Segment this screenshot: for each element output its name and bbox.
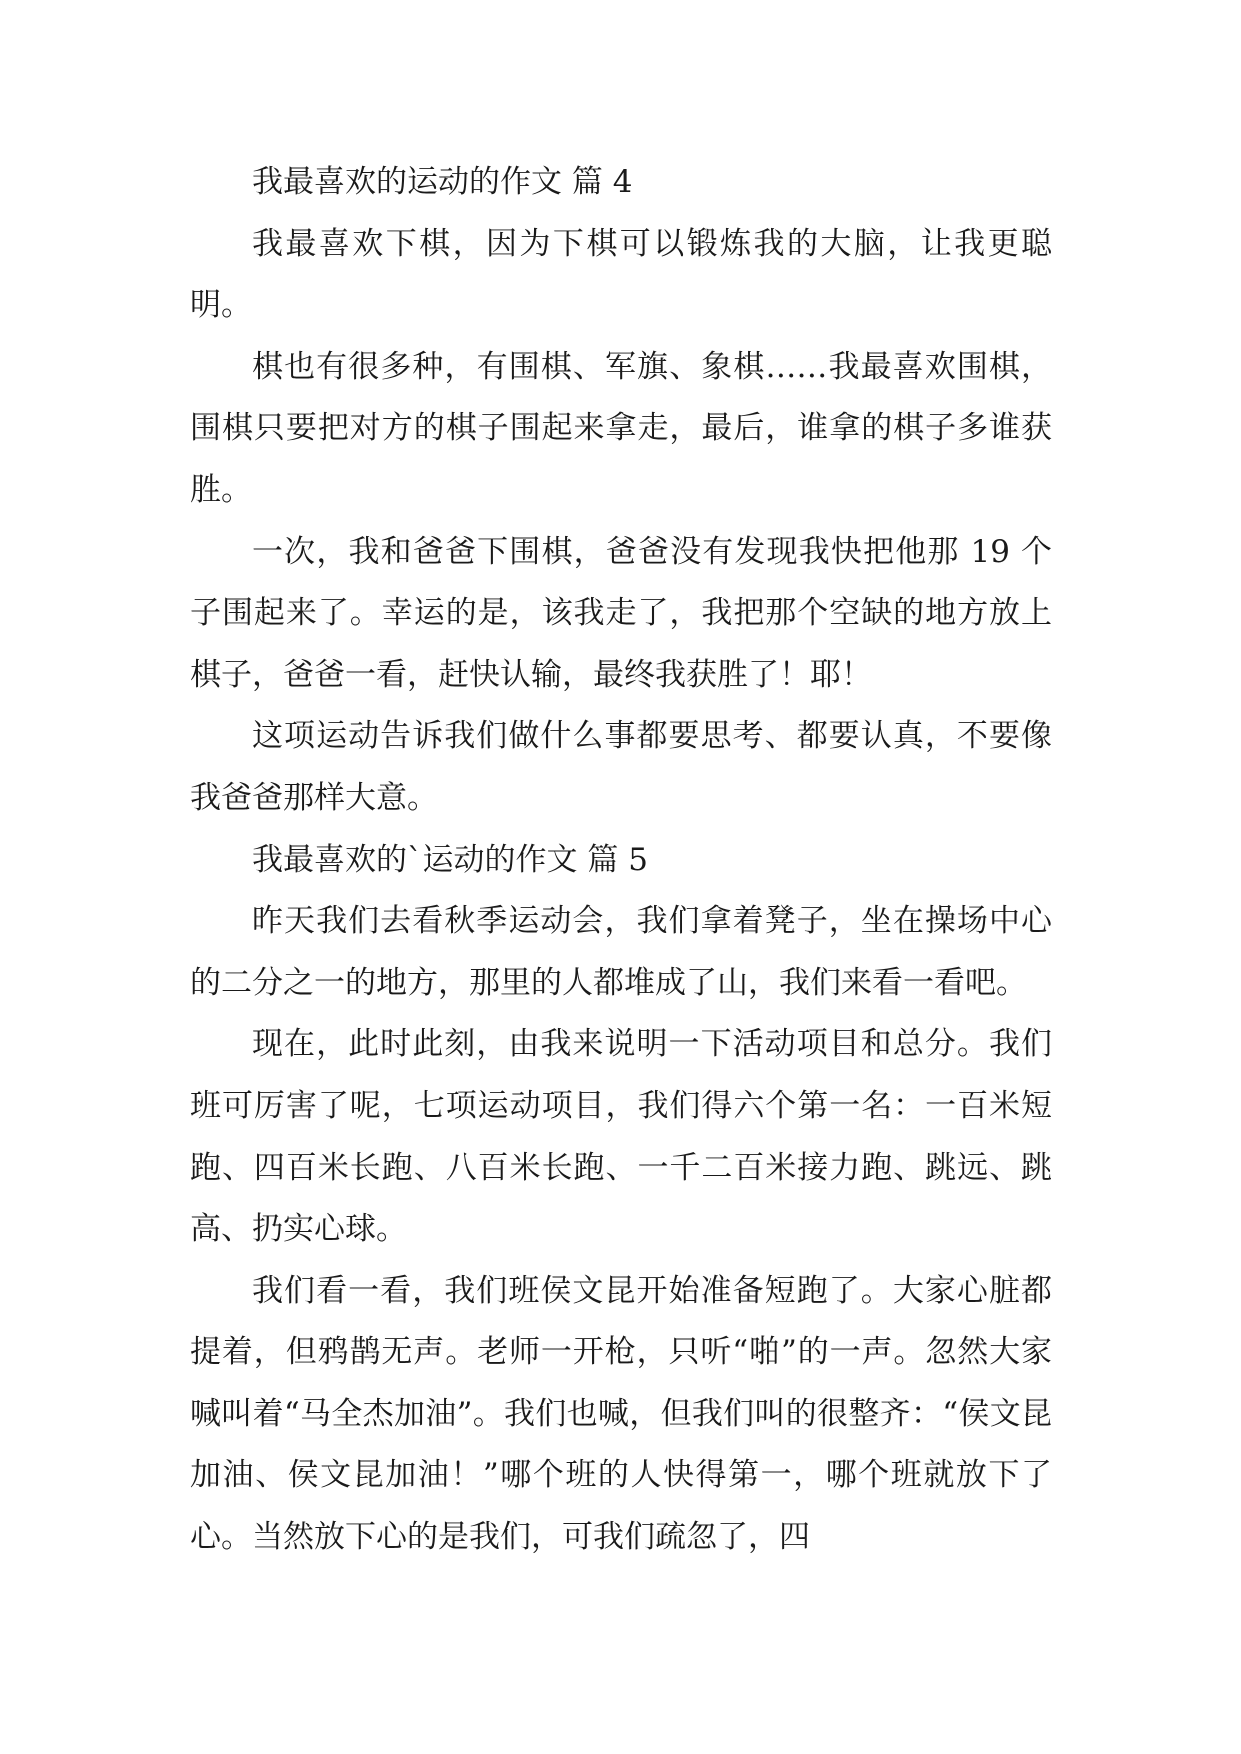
paragraph: 我们看一看，我们班侯文昆开始准备短跑了。大家心脏都提着，但鸦鹊无声。老师一开枪，只听“啪”的一声。忽然大家喊叫着“马全杰加油”。我们也喊，但我们叫的很整齐：“侯文昆加油、侯文昆加油！”哪个班的人快得第一，哪个班就放下了心。当然放下心的是我们，可我们疏忽了，四 [190, 1272, 1052, 1556]
section-heading-5: 我最喜欢的`运动的作文 篇 5 [252, 841, 648, 878]
paragraph: 我最喜欢下棋，因为下棋可以锻炼我的大脑，让我更聪明。 [190, 225, 1052, 324]
paragraph: 昨天我们去看秋季运动会，我们拿着凳子，坐在操场中心的二分之一的地方，那里的人都堆成了山，我们来看一看吧。 [190, 903, 1052, 1001]
paragraph: 现在，此时此刻，由我来说明一下活动项目和总分。我们班可厉害了呢，七项运动项目，我们得六个第一名：一百米短跑、四百米长跑、八百米长跑、一千二百米接力跑、跳远、跳高、扔实心球。 [190, 1026, 1052, 1248]
paragraph: 这项运动告诉我们做什么事都要思考、都要认真，不要像我爸爸那样大意。 [190, 718, 1052, 816]
document-body [190, 152, 1052, 1569]
paragraph: 棋也有很多种，有围棋、军旗、象棋……我最喜欢围棋，围棋只要把对方的棋子围起来拿走，最后，谁拿的棋子多谁获胜。 [190, 348, 1052, 508]
section-heading-4: 我最喜欢的运动的作文 篇 4 [252, 164, 633, 200]
paragraph: 一次，我和爸爸下围棋，爸爸没有发现我快把他那 19 个子围起来了。幸运的是，该我走了，我把那个空缺的地方放上棋子，爸爸一看，赶快认输，最终我获胜了！耶！ [190, 533, 1052, 693]
